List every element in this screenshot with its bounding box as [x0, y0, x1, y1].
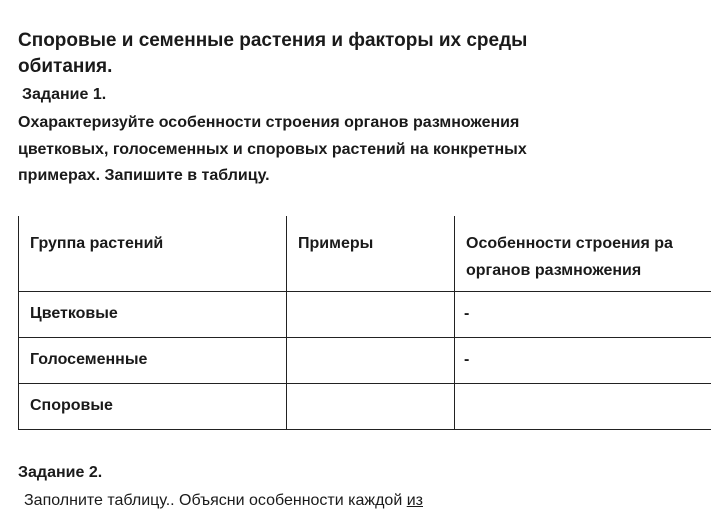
task-1-text-line: цветковых, голосеменных и споровых растений на конкретных — [18, 140, 527, 158]
header-plant-group: Группа растений — [19, 216, 287, 291]
task-2-heading: Задание 2. — [18, 464, 103, 481]
task-1-text — [18, 110, 598, 190]
cell-examples[interactable] — [287, 291, 455, 337]
cell-examples[interactable] — [287, 337, 455, 383]
cell-group: Цветковые — [19, 291, 287, 337]
task-1-heading: Задание 1. — [22, 86, 107, 103]
page-title: Споровые и семенные растения и факторы их среды обитания. — [18, 30, 528, 77]
table-row — [19, 383, 711, 429]
table-row — [19, 291, 711, 337]
cell-features[interactable]: - — [455, 291, 711, 337]
task-2-text-main: Заполните таблицу.. Объясни особенности каждой — [24, 492, 407, 509]
task-1-text-line: Охарактеризуйте особенности строения органов размножения — [18, 114, 520, 131]
header-reproductive-features: Особенности строения ра органов размножения — [455, 216, 711, 291]
plants-table — [18, 216, 711, 430]
task-1-text-line: примерах. Запишите в таблицу. — [18, 167, 270, 184]
cell-features[interactable]: - — [455, 337, 711, 383]
table-row — [19, 337, 711, 383]
cell-features[interactable] — [455, 383, 711, 429]
task-2-text-underlined: из — [406, 492, 423, 509]
cell-group: Споровые — [19, 383, 287, 429]
header-examples: Примеры — [287, 216, 455, 291]
table-header-row — [19, 216, 711, 291]
cell-group: Голосеменные — [19, 337, 287, 383]
cell-examples[interactable] — [287, 383, 455, 429]
task-2-text — [24, 490, 423, 512]
